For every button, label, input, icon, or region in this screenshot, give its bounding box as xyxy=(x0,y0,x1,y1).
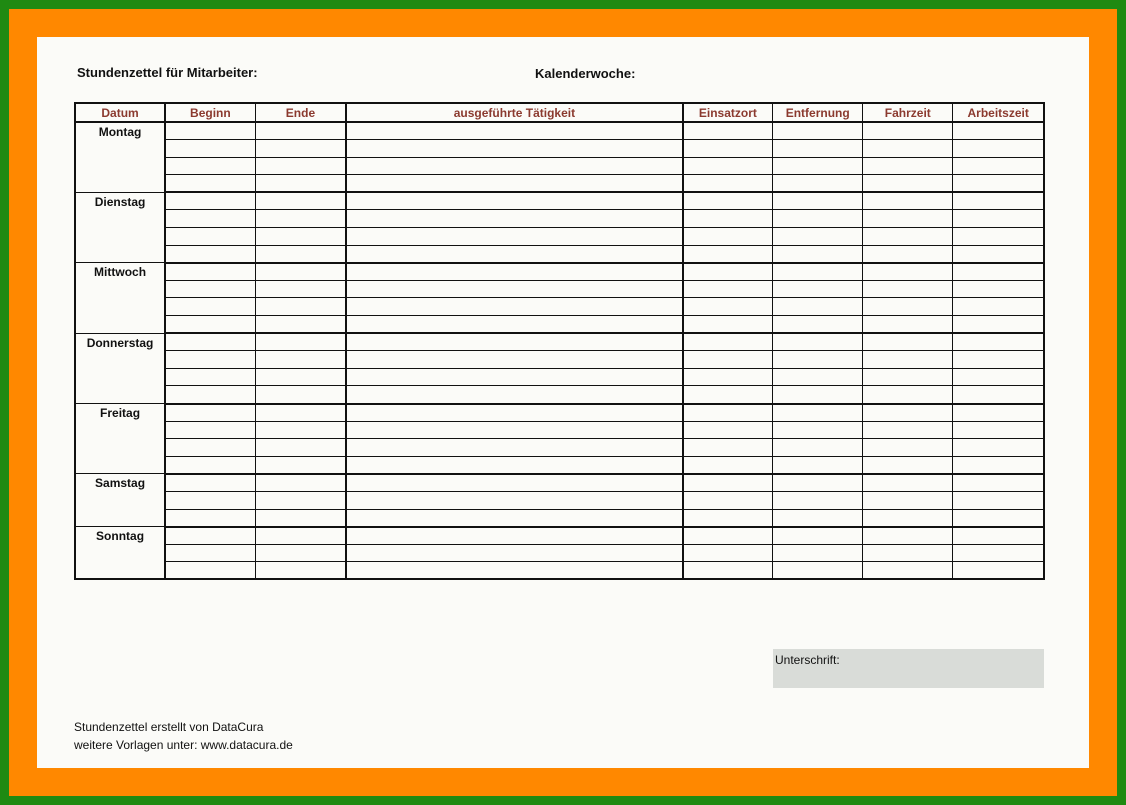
arbeitszeit-cell[interactable] xyxy=(953,368,1044,386)
taetigkeit-cell[interactable] xyxy=(346,544,682,562)
arbeitszeit-cell[interactable] xyxy=(953,474,1044,492)
beginn-cell[interactable] xyxy=(165,386,255,404)
taetigkeit-cell[interactable] xyxy=(346,228,682,246)
ende-cell[interactable] xyxy=(255,316,346,334)
beginn-cell[interactable] xyxy=(165,544,255,562)
einsatzort-cell[interactable] xyxy=(683,280,773,298)
taetigkeit-cell[interactable] xyxy=(346,351,682,369)
einsatzort-cell[interactable] xyxy=(683,122,773,140)
entfernung-cell[interactable] xyxy=(773,368,863,386)
beginn-cell[interactable] xyxy=(165,456,255,474)
entfernung-cell[interactable] xyxy=(773,316,863,334)
employee-label: Stundenzettel für Mitarbeiter: xyxy=(77,65,258,80)
beginn-cell[interactable] xyxy=(165,404,255,422)
fahrzeit-cell[interactable] xyxy=(863,386,953,404)
einsatzort-cell[interactable] xyxy=(683,421,773,439)
entfernung-cell[interactable] xyxy=(773,263,863,281)
taetigkeit-cell[interactable] xyxy=(346,263,682,281)
beginn-cell[interactable] xyxy=(165,491,255,509)
table-row xyxy=(75,491,1044,509)
taetigkeit-cell[interactable] xyxy=(346,280,682,298)
entfernung-cell[interactable] xyxy=(773,527,863,545)
ende-cell[interactable] xyxy=(255,175,346,193)
table-row xyxy=(75,351,1044,369)
beginn-cell[interactable] xyxy=(165,527,255,545)
column-header-arbeitszeit: Arbeitszeit xyxy=(953,103,1044,122)
table-row xyxy=(75,474,1044,492)
footer-more-templates: weitere Vorlagen unter: www.datacura.de xyxy=(74,738,293,752)
ende-cell[interactable] xyxy=(255,474,346,492)
entfernung-cell[interactable] xyxy=(773,474,863,492)
signature-box[interactable] xyxy=(773,649,1044,688)
einsatzort-cell[interactable] xyxy=(683,245,773,263)
fahrzeit-cell[interactable] xyxy=(863,421,953,439)
ende-cell[interactable] xyxy=(255,280,346,298)
table-row xyxy=(75,140,1044,158)
arbeitszeit-cell[interactable] xyxy=(953,544,1044,562)
beginn-cell[interactable] xyxy=(165,228,255,246)
taetigkeit-cell[interactable] xyxy=(346,122,682,140)
beginn-cell[interactable] xyxy=(165,192,255,210)
einsatzort-cell[interactable] xyxy=(683,263,773,281)
table-row xyxy=(75,421,1044,439)
einsatzort-cell[interactable] xyxy=(683,316,773,334)
entfernung-cell[interactable] xyxy=(773,456,863,474)
ende-cell[interactable] xyxy=(255,527,346,545)
einsatzort-cell[interactable] xyxy=(683,491,773,509)
ende-cell[interactable] xyxy=(255,263,346,281)
table-row xyxy=(75,333,1044,351)
ende-cell[interactable] xyxy=(255,456,346,474)
entfernung-cell[interactable] xyxy=(773,228,863,246)
taetigkeit-cell[interactable] xyxy=(346,210,682,228)
fahrzeit-cell[interactable] xyxy=(863,228,953,246)
table-row xyxy=(75,562,1044,580)
taetigkeit-cell[interactable] xyxy=(346,192,682,210)
arbeitszeit-cell[interactable] xyxy=(953,456,1044,474)
beginn-cell[interactable] xyxy=(165,368,255,386)
fahrzeit-cell[interactable] xyxy=(863,263,953,281)
entfernung-cell[interactable] xyxy=(773,421,863,439)
einsatzort-cell[interactable] xyxy=(683,509,773,527)
ende-cell[interactable] xyxy=(255,140,346,158)
entfernung-cell[interactable] xyxy=(773,509,863,527)
einsatzort-cell[interactable] xyxy=(683,544,773,562)
table-header-row xyxy=(75,103,1044,122)
ende-cell[interactable] xyxy=(255,333,346,351)
table-row xyxy=(75,509,1044,527)
einsatzort-cell[interactable] xyxy=(683,228,773,246)
arbeitszeit-cell[interactable] xyxy=(953,298,1044,316)
fahrzeit-cell[interactable] xyxy=(863,316,953,334)
fahrzeit-cell[interactable] xyxy=(863,245,953,263)
ende-cell[interactable] xyxy=(255,298,346,316)
arbeitszeit-cell[interactable] xyxy=(953,228,1044,246)
entfernung-cell[interactable] xyxy=(773,386,863,404)
entfernung-cell[interactable] xyxy=(773,280,863,298)
arbeitszeit-cell[interactable] xyxy=(953,316,1044,334)
ende-cell[interactable] xyxy=(255,439,346,457)
einsatzort-cell[interactable] xyxy=(683,157,773,175)
arbeitszeit-cell[interactable] xyxy=(953,509,1044,527)
taetigkeit-cell[interactable] xyxy=(346,386,682,404)
beginn-cell[interactable] xyxy=(165,421,255,439)
entfernung-cell[interactable] xyxy=(773,298,863,316)
taetigkeit-cell[interactable] xyxy=(346,456,682,474)
beginn-cell[interactable] xyxy=(165,263,255,281)
arbeitszeit-cell[interactable] xyxy=(953,421,1044,439)
entfernung-cell[interactable] xyxy=(773,562,863,580)
beginn-cell[interactable] xyxy=(165,562,255,580)
table-row xyxy=(75,368,1044,386)
fahrzeit-cell[interactable] xyxy=(863,456,953,474)
entfernung-cell[interactable] xyxy=(773,491,863,509)
ende-cell[interactable] xyxy=(255,421,346,439)
ende-cell[interactable] xyxy=(255,122,346,140)
column-header-taetigkeit: ausgeführte Tätigkeit xyxy=(346,103,682,122)
day-label: Samstag xyxy=(75,474,165,527)
fahrzeit-cell[interactable] xyxy=(863,491,953,509)
ende-cell[interactable] xyxy=(255,157,346,175)
table-row xyxy=(75,157,1044,175)
table-row xyxy=(75,316,1044,334)
day-label: Donnerstag xyxy=(75,333,165,403)
fahrzeit-cell[interactable] xyxy=(863,192,953,210)
table-row xyxy=(75,544,1044,562)
beginn-cell[interactable] xyxy=(165,140,255,158)
taetigkeit-cell[interactable] xyxy=(346,368,682,386)
entfernung-cell[interactable] xyxy=(773,333,863,351)
entfernung-cell[interactable] xyxy=(773,122,863,140)
fahrzeit-cell[interactable] xyxy=(863,439,953,457)
fahrzeit-cell[interactable] xyxy=(863,509,953,527)
taetigkeit-cell[interactable] xyxy=(346,245,682,263)
einsatzort-cell[interactable] xyxy=(683,562,773,580)
beginn-cell[interactable] xyxy=(165,509,255,527)
taetigkeit-cell[interactable] xyxy=(346,298,682,316)
table-row xyxy=(75,122,1044,140)
fahrzeit-cell[interactable] xyxy=(863,527,953,545)
arbeitszeit-cell[interactable] xyxy=(953,404,1044,422)
table-row xyxy=(75,210,1044,228)
taetigkeit-cell[interactable] xyxy=(346,404,682,422)
entfernung-cell[interactable] xyxy=(773,544,863,562)
arbeitszeit-cell[interactable] xyxy=(953,491,1044,509)
column-header-datum: Datum xyxy=(75,103,165,122)
ende-cell[interactable] xyxy=(255,509,346,527)
arbeitszeit-cell[interactable] xyxy=(953,351,1044,369)
day-label: Dienstag xyxy=(75,192,165,262)
arbeitszeit-cell[interactable] xyxy=(953,562,1044,580)
fahrzeit-cell[interactable] xyxy=(863,175,953,193)
entfernung-cell[interactable] xyxy=(773,192,863,210)
fahrzeit-cell[interactable] xyxy=(863,298,953,316)
table-row xyxy=(75,298,1044,316)
fahrzeit-cell[interactable] xyxy=(863,544,953,562)
table-row xyxy=(75,456,1044,474)
entfernung-cell[interactable] xyxy=(773,140,863,158)
table-row xyxy=(75,245,1044,263)
arbeitszeit-cell[interactable] xyxy=(953,140,1044,158)
fahrzeit-cell[interactable] xyxy=(863,140,953,158)
fahrzeit-cell[interactable] xyxy=(863,562,953,580)
beginn-cell[interactable] xyxy=(165,280,255,298)
day-label: Sonntag xyxy=(75,527,165,580)
entfernung-cell[interactable] xyxy=(773,404,863,422)
ende-cell[interactable] xyxy=(255,386,346,404)
column-header-fahrzeit: Fahrzeit xyxy=(863,103,953,122)
footer-credit: Stundenzettel erstellt von DataCura xyxy=(74,720,264,734)
calendar-week-label: Kalenderwoche: xyxy=(535,66,636,81)
arbeitszeit-cell[interactable] xyxy=(953,386,1044,404)
beginn-cell[interactable] xyxy=(165,351,255,369)
table-row xyxy=(75,192,1044,210)
table-row xyxy=(75,280,1044,298)
ende-cell[interactable] xyxy=(255,210,346,228)
beginn-cell[interactable] xyxy=(165,175,255,193)
taetigkeit-cell[interactable] xyxy=(346,157,682,175)
column-header-einsatzort: Einsatzort xyxy=(683,103,773,122)
arbeitszeit-cell[interactable] xyxy=(953,245,1044,263)
einsatzort-cell[interactable] xyxy=(683,474,773,492)
day-label: Montag xyxy=(75,122,165,192)
arbeitszeit-cell[interactable] xyxy=(953,280,1044,298)
taetigkeit-cell[interactable] xyxy=(346,509,682,527)
einsatzort-cell[interactable] xyxy=(683,140,773,158)
ende-cell[interactable] xyxy=(255,562,346,580)
taetigkeit-cell[interactable] xyxy=(346,140,682,158)
beginn-cell[interactable] xyxy=(165,316,255,334)
entfernung-cell[interactable] xyxy=(773,157,863,175)
einsatzort-cell[interactable] xyxy=(683,404,773,422)
einsatzort-cell[interactable] xyxy=(683,210,773,228)
beginn-cell[interactable] xyxy=(165,122,255,140)
entfernung-cell[interactable] xyxy=(773,245,863,263)
timesheet-page xyxy=(37,37,1089,768)
beginn-cell[interactable] xyxy=(165,157,255,175)
arbeitszeit-cell[interactable] xyxy=(953,210,1044,228)
arbeitszeit-cell[interactable] xyxy=(953,333,1044,351)
fahrzeit-cell[interactable] xyxy=(863,333,953,351)
taetigkeit-cell[interactable] xyxy=(346,562,682,580)
taetigkeit-cell[interactable] xyxy=(346,491,682,509)
taetigkeit-cell[interactable] xyxy=(346,333,682,351)
arbeitszeit-cell[interactable] xyxy=(953,263,1044,281)
table-row xyxy=(75,404,1044,422)
day-label: Freitag xyxy=(75,404,165,474)
ende-cell[interactable] xyxy=(255,368,346,386)
einsatzort-cell[interactable] xyxy=(683,192,773,210)
taetigkeit-cell[interactable] xyxy=(346,439,682,457)
ende-cell[interactable] xyxy=(255,245,346,263)
einsatzort-cell[interactable] xyxy=(683,333,773,351)
arbeitszeit-cell[interactable] xyxy=(953,192,1044,210)
timesheet-table xyxy=(74,102,1045,580)
einsatzort-cell[interactable] xyxy=(683,298,773,316)
einsatzort-cell[interactable] xyxy=(683,175,773,193)
fahrzeit-cell[interactable] xyxy=(863,157,953,175)
table-row xyxy=(75,263,1044,281)
ende-cell[interactable] xyxy=(255,544,346,562)
einsatzort-cell[interactable] xyxy=(683,386,773,404)
ende-cell[interactable] xyxy=(255,404,346,422)
fahrzeit-cell[interactable] xyxy=(863,351,953,369)
column-header-entfernung: Entfernung xyxy=(773,103,863,122)
table-row xyxy=(75,228,1044,246)
fahrzeit-cell[interactable] xyxy=(863,210,953,228)
fahrzeit-cell[interactable] xyxy=(863,368,953,386)
einsatzort-cell[interactable] xyxy=(683,527,773,545)
arbeitszeit-cell[interactable] xyxy=(953,122,1044,140)
ende-cell[interactable] xyxy=(255,192,346,210)
ende-cell[interactable] xyxy=(255,228,346,246)
beginn-cell[interactable] xyxy=(165,298,255,316)
beginn-cell[interactable] xyxy=(165,333,255,351)
ende-cell[interactable] xyxy=(255,491,346,509)
entfernung-cell[interactable] xyxy=(773,439,863,457)
beginn-cell[interactable] xyxy=(165,474,255,492)
arbeitszeit-cell[interactable] xyxy=(953,175,1044,193)
einsatzort-cell[interactable] xyxy=(683,368,773,386)
fahrzeit-cell[interactable] xyxy=(863,404,953,422)
taetigkeit-cell[interactable] xyxy=(346,421,682,439)
timesheet-body xyxy=(75,122,1044,579)
column-header-ende: Ende xyxy=(255,103,346,122)
entfernung-cell[interactable] xyxy=(773,175,863,193)
table-row xyxy=(75,439,1044,457)
arbeitszeit-cell[interactable] xyxy=(953,157,1044,175)
table-row xyxy=(75,175,1044,193)
arbeitszeit-cell[interactable] xyxy=(953,439,1044,457)
fahrzeit-cell[interactable] xyxy=(863,122,953,140)
arbeitszeit-cell[interactable] xyxy=(953,527,1044,545)
column-header-beginn: Beginn xyxy=(165,103,255,122)
taetigkeit-cell[interactable] xyxy=(346,316,682,334)
signature-label: Unterschrift: xyxy=(775,653,840,667)
einsatzort-cell[interactable] xyxy=(683,439,773,457)
einsatzort-cell[interactable] xyxy=(683,351,773,369)
taetigkeit-cell[interactable] xyxy=(346,175,682,193)
taetigkeit-cell[interactable] xyxy=(346,474,682,492)
beginn-cell[interactable] xyxy=(165,210,255,228)
fahrzeit-cell[interactable] xyxy=(863,474,953,492)
beginn-cell[interactable] xyxy=(165,245,255,263)
entfernung-cell[interactable] xyxy=(773,210,863,228)
beginn-cell[interactable] xyxy=(165,439,255,457)
table-row xyxy=(75,527,1044,545)
table-row xyxy=(75,386,1044,404)
taetigkeit-cell[interactable] xyxy=(346,527,682,545)
entfernung-cell[interactable] xyxy=(773,351,863,369)
day-label: Mittwoch xyxy=(75,263,165,333)
fahrzeit-cell[interactable] xyxy=(863,280,953,298)
einsatzort-cell[interactable] xyxy=(683,456,773,474)
ende-cell[interactable] xyxy=(255,351,346,369)
